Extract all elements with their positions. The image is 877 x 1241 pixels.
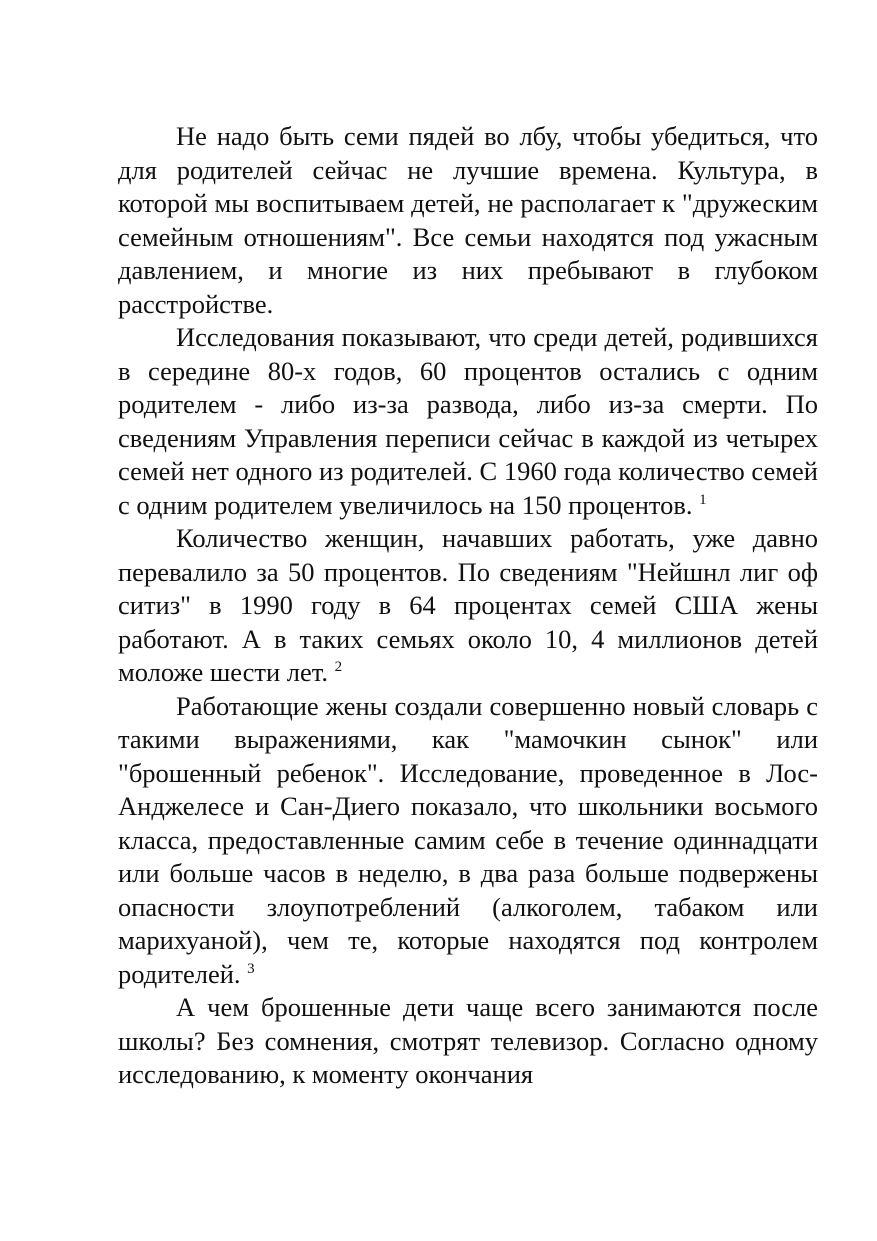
footnote-marker-2[interactable]: 2 bbox=[334, 659, 343, 676]
paragraph-1-text: Не надо быть семи пядей во лбу, чтобы убедиться, что для родителей сейчас не лучшие времена. Культура, в которой мы воспитываем детей, не располагает к "дружеским семейным отношениям". Все семьи находятся под ужасным давлением, и многие из них пребывают в глубоком расстройстве. bbox=[118, 121, 818, 319]
paragraph-3 bbox=[118, 522, 818, 690]
paragraph-4-text: Работающие жены создали совершенно новый словарь с такими выражениями, как "мамочкин сынок" или "брошенный ребенок". Исследование, проведенное в Лос-Анджелесе и Сан-Диего показало, что школьники восьмого класса, предоставленные самим себе в течение одиннадцати или больше часов в неделю, в два раза больше подвержены опасности злоупотреблений (алкоголем, табаком или марихуаной), чем те, которые находятся под контролем родителей. bbox=[118, 690, 818, 989]
paragraph-2 bbox=[118, 321, 818, 522]
footnote-marker-3[interactable]: 3 bbox=[247, 960, 255, 977]
paragraph-3-text: Количество женщин, начавших работать, уже давно перевалило за 50 процентов. По сведениям "Нейшнл лиг оф ситиз" в 1990 году в 64 процентах семей США жены работают. А в таких семьях около 10, 4 миллионов детей моложе шести лет. bbox=[118, 523, 818, 687]
paragraph-2-text: Исследования показывают, что среди детей, родившихся в середине 80-х годов, 60 процентов остались с одним родителем - либо из-за развода, либо из-за смерти. По сведениям Управления переписи сейчас в каждой из четырех семей нет одного из родителей. С 1960 года количество семей с одним родителем увеличилось на 150 процентов. bbox=[118, 322, 818, 520]
paragraph-5-text: А чем брошенные дети чаще всего занимаются после школы? Без сомнения, смотрят телевизор. Согласно одному исследованию, к моменту окончания bbox=[118, 992, 818, 1089]
paragraph-4 bbox=[118, 690, 818, 992]
paragraph-1 bbox=[118, 120, 818, 321]
paragraph-5 bbox=[118, 991, 818, 1092]
footnote-marker-1[interactable]: 1 bbox=[699, 491, 707, 508]
body-text bbox=[118, 120, 818, 1092]
